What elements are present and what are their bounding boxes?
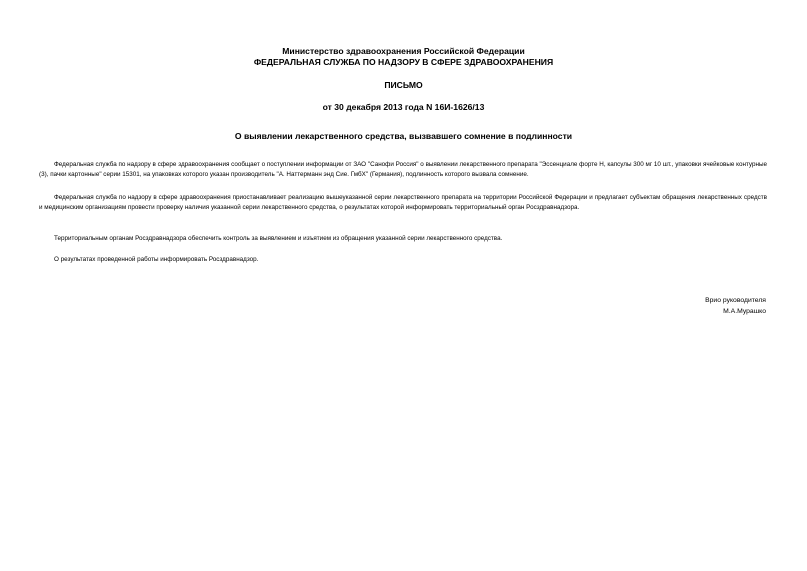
document-title: О выявлении лекарственного средства, вызвавшего сомнение в подлинности	[234, 131, 573, 141]
signature-name: М.А.Мурашко	[723, 308, 766, 315]
paragraph-1: Федеральная служба по надзору в сфере здравоохранения сообщает о поступлении информации от ЗАО "Санофи Россия" о выявлении лекарственного препарата "Эссенциале форте Н, капсулы 300 мг 10 шт., упаковки ячейковые контурные (3), пачки картонные" серии 15301, на упаковках которого указан производитель "А. Наттерманн энд Сие. ГмбХ" (Германия), подлинность которого вызвала сомнение.	[39, 161, 767, 178]
document-date-number: от 30 декабря 2013 года N 16И-1626/13	[322, 102, 485, 112]
document-header	[0, 46, 807, 68]
service-name: ФЕДЕРАЛЬНАЯ СЛУЖБА ПО НАДЗОРУ В СФЕРЕ ЗДРАВООХРАНЕНИЯ	[253, 57, 554, 67]
signature-position: Врио руководителя	[705, 297, 766, 304]
paragraph-4: О результатах проведенной работы информировать Росздравнадзор.	[54, 256, 259, 263]
ministry-name: Министерство здравоохранения Российской Федерации	[282, 46, 525, 56]
signature-block	[705, 295, 766, 317]
paragraph-3: Территориальным органам Росздравнадзора обеспечить контроль за выявлением и изъятием из обращения указанной серии лекарственного средства.	[54, 235, 503, 242]
paragraph-2: Федеральная служба по надзору в сфере здравоохранения приостанавливает реализацию вышеуказанной серии лекарственного препарата на территории Российской Федерации и предлагает субъектам обращения лекарственных средств и медицинским организациям провести проверку наличия указанной серии лекарственного средства, о результатах которой информировать территориальный орган Росздравнадзора.	[39, 194, 767, 211]
document-type: ПИСЬМО	[384, 80, 423, 90]
